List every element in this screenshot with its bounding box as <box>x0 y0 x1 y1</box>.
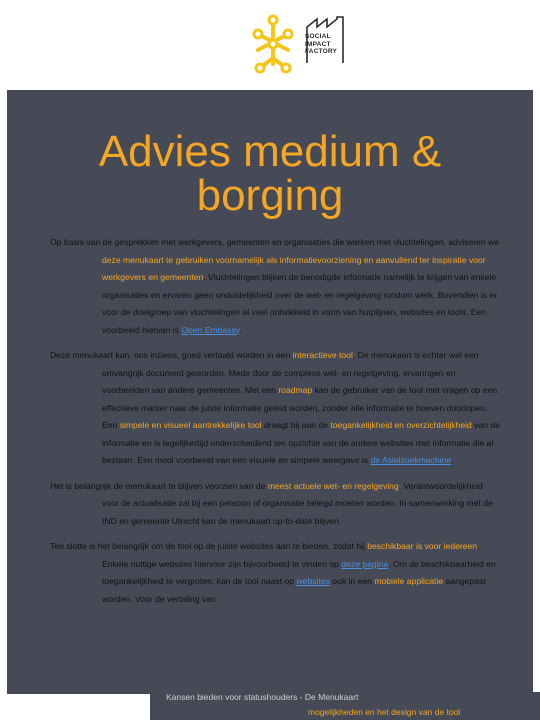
highlight-text: interactieve tool <box>292 350 353 360</box>
highlight-text: simpele en visueel aantrekkelijke tool <box>119 420 262 430</box>
footer-caption: Kansen bieden voor statushouders - De Menukaart <box>166 692 359 702</box>
highlight-text: deze menukaart te gebruiken voornamelijk als informatievoorziening en aanvullend ter inspiratie voor werkgevers en gemeenten <box>102 254 486 282</box>
text-run: Op basis van de gesprekken met werkgevers, gemeenten en organisaties die werken met vluchtelingen, adviseren we <box>50 237 500 247</box>
paragraph-1 <box>50 234 500 339</box>
footer-continuation-text: mogelijkheden en het design van de tool <box>308 707 461 717</box>
text-run: ook in een <box>329 576 375 586</box>
text-run: draagt bij aan de <box>261 420 331 430</box>
paragraph-4 <box>50 538 500 608</box>
text-run: Deze menukaart kan, ons inziens, goed vertaald worden in een <box>50 350 293 360</box>
text-run: van de informatie en is tegelijkertijd onderscheidend ten opzichte van de andere websites met informatie die al bestaan. Een mooi voorbeeld van een visuele en simpele weergave is <box>102 420 500 465</box>
text-run: . <box>451 455 454 465</box>
text-run: aangepast worden. Voor de vertaling van <box>102 576 486 604</box>
asielzoekmachine-link[interactable]: de Asielzoekmachine <box>370 455 452 465</box>
open-embassy-link[interactable]: Open Embassy <box>181 324 240 335</box>
page-header <box>0 0 540 90</box>
text-run: Het is belangrijk de menukaart te blijven voorzien van de <box>50 480 268 491</box>
text-run: . Om de beschikbaarheid en toegankelijkheid te vergroten, kan de tool naast op <box>102 558 496 586</box>
text-run: . <box>239 324 242 335</box>
paragraph-3 <box>50 478 500 531</box>
text-run: kan de gebruiker van de tool met vragen op een effectieve manier naar de juiste informatie geleid worden, zonder alle informatie te hoeven doorlopen. Een <box>102 385 498 430</box>
text-run: . De menukaart is echter wel een omvangrijk document geworden. Mede door de complexe wet- en regelgeving, ervaringen en voorbeelden van andere gemeenten. Met een <box>102 350 479 395</box>
highlight-text: roadmap <box>278 385 313 395</box>
websites-link[interactable]: websites <box>296 576 330 586</box>
page-title: Advies medium & borging <box>98 127 442 220</box>
text-run: . Vluchtelingen blijken de benodigde informatie namelijk te krijgen van enkele organisaties en ervaren geen onduidelijkheid over de wet- en regelgeving rondom werk. Bovendien is er voor de doelgroep van vluchtelingen al veel ontwikkeld in vorm van hulplijnen, websites en tools. Een voorbeeld hiervan is <box>102 272 498 335</box>
text-run: Ten slotte is het belangrijk om de tool op de juiste websites aan te bieden, zodat hij <box>50 541 368 551</box>
text-run: . Enkele nuttige websites hiervoor zijn bijvoorbeeld te vinden op <box>102 541 480 569</box>
social-impact-factory-logo-text: SOCIAL IMPACT FACTORY <box>305 33 338 55</box>
highlight-text: meest actuele wet- en regelgeving <box>267 480 399 491</box>
highlight-text: toegankelijkheid en overzichtelijkheid <box>330 420 472 430</box>
highlight-text: mobiele applicatie <box>374 576 444 586</box>
highlight-text: beschikbaar is voor iedereen <box>367 541 478 551</box>
text-run: . Verantwoordelijkheid voor de actualisatie zal bij een persoon of organisatie belegd moeten worden. In samenwerking met de IND en gemeente Utrecht kan de menukaart up-to-date blijven. <box>102 480 493 526</box>
deze-pagina-link[interactable]: deze pagina <box>341 558 389 569</box>
body-text <box>50 234 500 616</box>
molecule-logo-icon <box>248 14 298 74</box>
paragraph-2 <box>50 347 500 470</box>
